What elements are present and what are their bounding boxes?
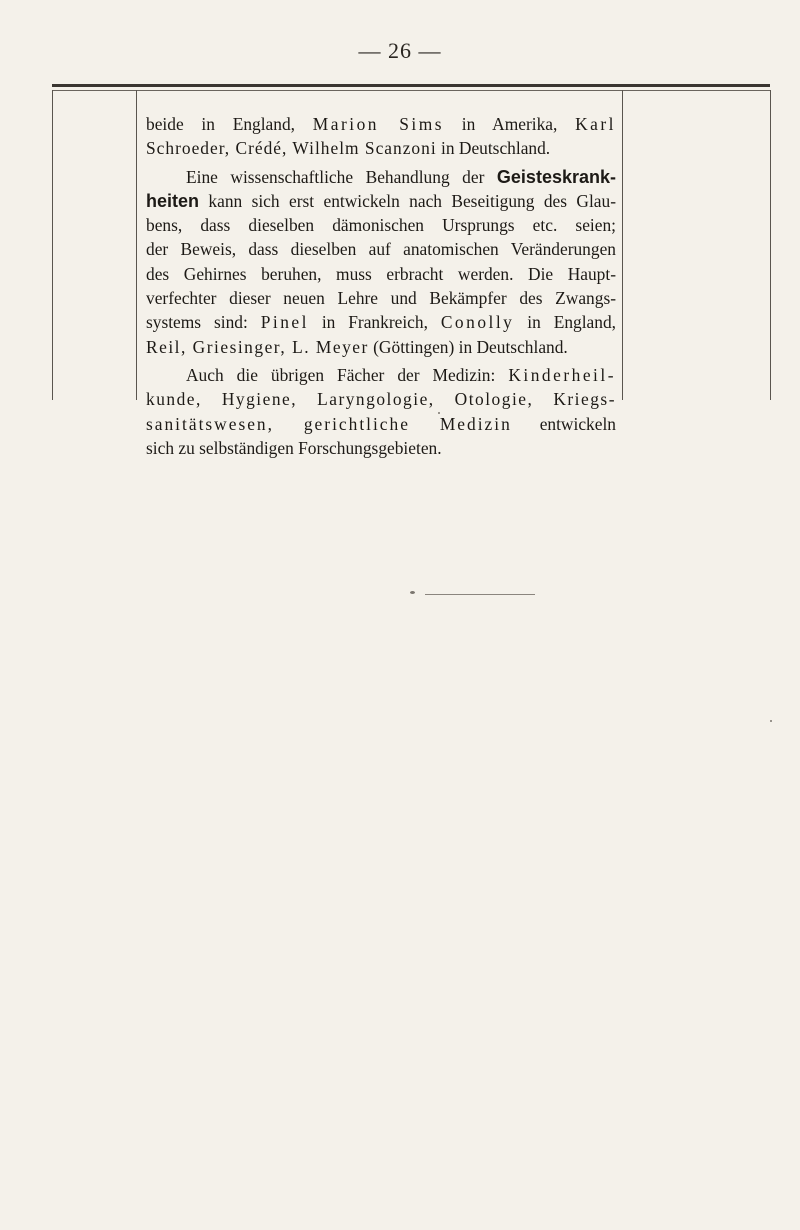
spaced-name: Reil, Griesinger, L. Meyer bbox=[146, 336, 369, 357]
header-rule-thin bbox=[52, 90, 770, 91]
text-run: Eine wissenschaftliche Behandlung der bbox=[186, 166, 497, 187]
page-number: — 26 — bbox=[358, 38, 442, 63]
speck-mark bbox=[410, 591, 415, 594]
spaced-name: sanitätswesen, gerichtliche Medizin bbox=[146, 413, 512, 434]
paragraph-2 bbox=[146, 165, 616, 359]
text-run: in Frankreich, bbox=[308, 312, 441, 333]
emphasized-term: Geisteskrank- bbox=[496, 166, 616, 187]
stray-mark-line bbox=[425, 594, 535, 595]
paragraph-3 bbox=[146, 363, 616, 460]
text-line: des Gehirnes beruhen, muss erbracht werden. Die Haupt- bbox=[146, 263, 616, 284]
spaced-name: kunde, Hygiene, Laryngologie, Otologie, Kriegs- bbox=[146, 389, 616, 410]
speck-mark bbox=[770, 720, 772, 722]
text-line bbox=[146, 335, 616, 359]
text-line bbox=[146, 310, 616, 334]
text-line bbox=[146, 412, 616, 436]
text-line bbox=[146, 136, 616, 160]
text-run: systems sind: bbox=[146, 312, 261, 333]
column-rule-left-outer bbox=[52, 90, 53, 400]
header-rule bbox=[52, 84, 770, 87]
spaced-name: Pinel bbox=[260, 312, 309, 333]
body-text bbox=[146, 112, 616, 460]
text-line: bens, dass dieselben dämonischen Ursprungs etc. seien; bbox=[146, 215, 616, 236]
text-line bbox=[146, 387, 616, 411]
text-run: (Göttingen) in Deutschland. bbox=[368, 336, 568, 357]
text-line: verfechter dieser neuen Lehre und Bekämpfer des Zwangs- bbox=[146, 288, 616, 309]
text-run: in Amerika, bbox=[444, 114, 576, 134]
text-run: entwickeln bbox=[511, 413, 616, 434]
spaced-name: Schroeder, Crédé, Wilhelm Scanzoni bbox=[146, 138, 437, 159]
emphasized-term: heiten bbox=[146, 190, 200, 211]
paragraph-1 bbox=[146, 112, 616, 161]
spaced-name: Karl bbox=[575, 114, 616, 134]
text-run: Auch die übrigen Fächer der Medizin: bbox=[186, 364, 509, 385]
speck-mark bbox=[438, 412, 440, 414]
text-line bbox=[146, 363, 616, 387]
spaced-name: Conolly bbox=[440, 312, 515, 333]
text-run: in England, bbox=[514, 312, 616, 333]
text-run: in Deutschland. bbox=[436, 138, 551, 159]
text-line bbox=[146, 165, 616, 189]
text-run: beide in England, bbox=[146, 114, 313, 134]
text-run: kann sich erst entwickeln nach Beseitigung des Glau- bbox=[199, 190, 616, 211]
spaced-name: Kinderheil- bbox=[508, 364, 616, 385]
column-rule-left-inner bbox=[136, 90, 137, 400]
text-line: der Beweis, dass dieselben auf anatomischen Veränderungen bbox=[146, 239, 616, 260]
text-line bbox=[146, 112, 616, 136]
column-rule-right-outer bbox=[770, 90, 771, 400]
column-rule-right-inner bbox=[622, 90, 623, 400]
spaced-name: Marion Sims bbox=[312, 114, 445, 134]
text-line bbox=[146, 189, 616, 213]
text-line: sich zu selbständigen Forschungsgebieten. bbox=[146, 437, 442, 458]
